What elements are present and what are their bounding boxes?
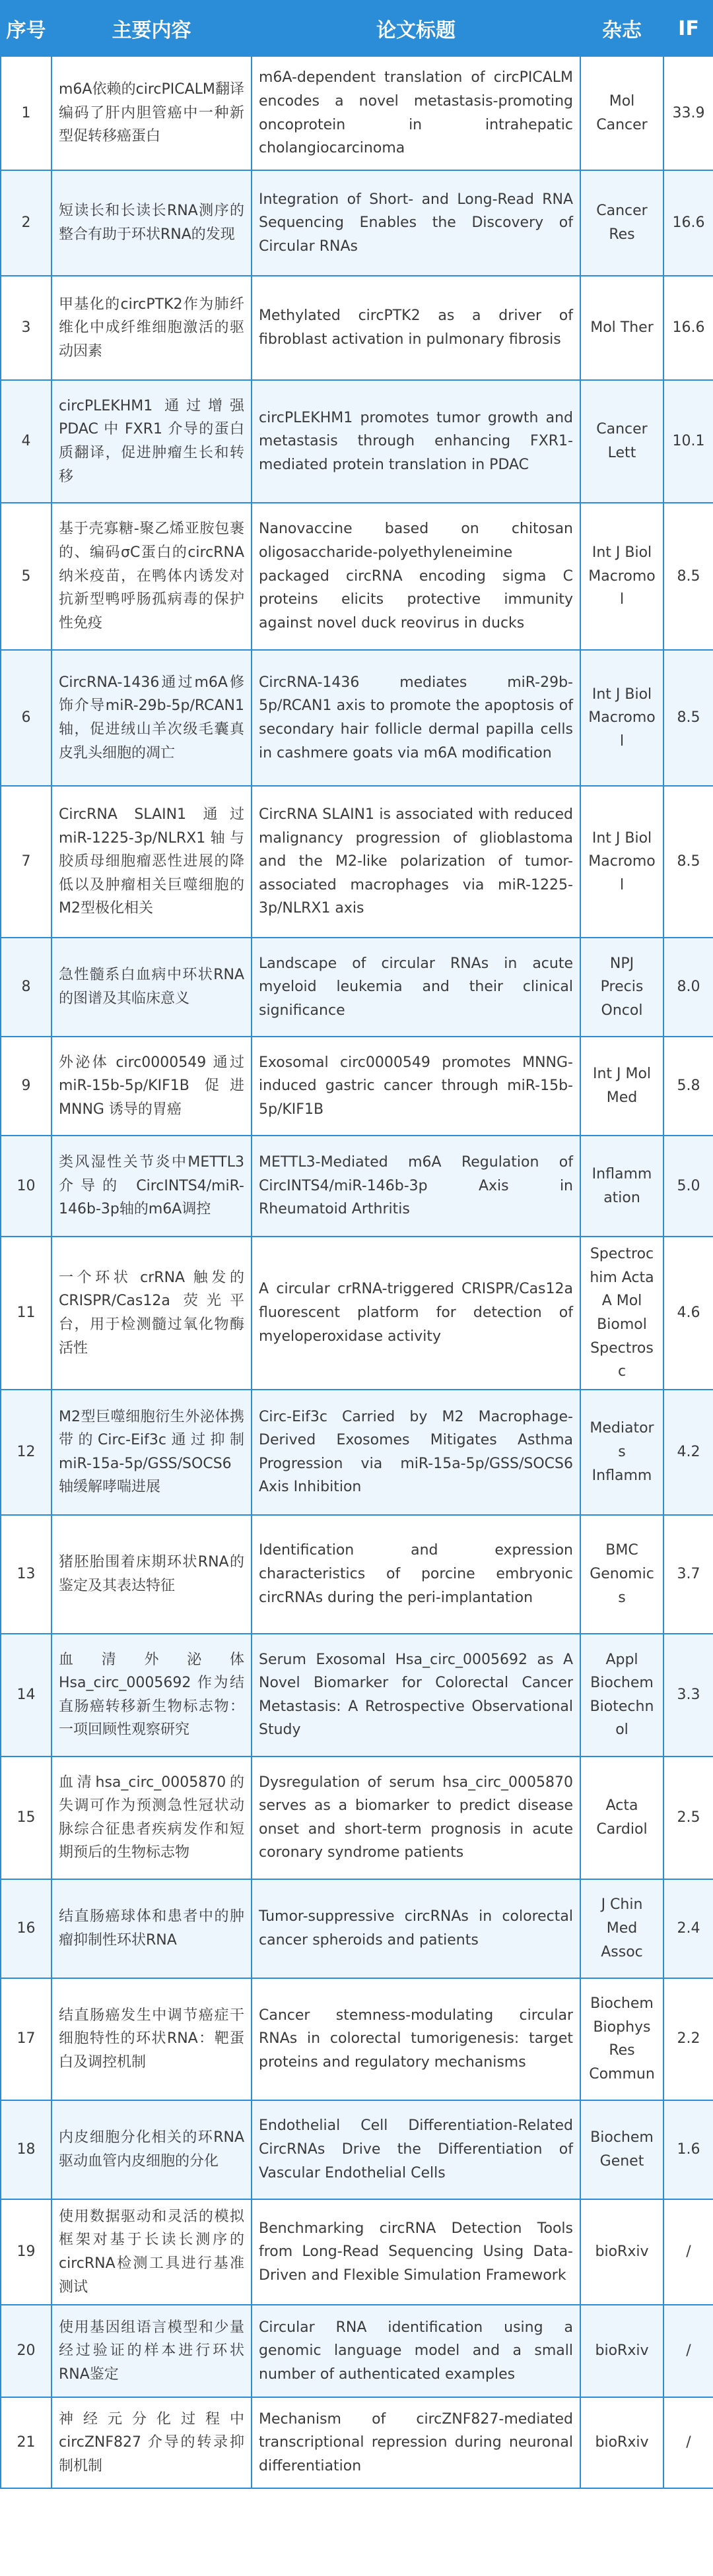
row-content: circPLEKHM1 通过增强 PDAC 中 FXR1 介导的蛋白质翻译，促进肿瘤生长和转移 — [51, 380, 252, 503]
row-content: 类风湿性关节炎中METTL3介导的 CircINTS4/miR-146b-3p轴的m6A调控 — [51, 1136, 252, 1237]
row-title: Dysregulation of serum hsa_circ_0005870 serves as a biomarker to predict disease onset and short-term prognosis in acute coronary syndrome patients — [252, 1756, 580, 1879]
row-title: Endothelial Cell Differentiation-Related CircRNAs Drive the Differentiation of Vascular Endothelial Cells — [252, 2100, 580, 2199]
row-if: / — [663, 2199, 713, 2305]
row-title: circPLEKHM1 promotes tumor growth and metastasis through enhancing FXR1-mediated protein translation in PDAC — [252, 380, 580, 503]
header-content: 主要内容 — [51, 1, 252, 56]
row-if: 4.2 — [663, 1390, 713, 1515]
row-journal: Cancer Lett — [580, 380, 663, 503]
row-journal: J Chin Med Assoc — [580, 1879, 663, 1978]
row-journal: bioRxiv — [580, 2397, 663, 2488]
row-content: M2型巨噬细胞衍生外泌体携带的Circ-Eif3c通过抑制miR-15a-5p/GSS/SOCS6轴缓解哮喘进展 — [51, 1390, 252, 1515]
row-if: 2.2 — [663, 1978, 713, 2100]
row-number: 5 — [1, 503, 51, 650]
row-content: 基于壳寡糖-聚乙烯亚胺包裹的、编码σC蛋白的circRNA纳米疫苗，在鸭体内诱发对抗新型鸭呼肠孤病毒的保护性免疫 — [51, 503, 252, 650]
row-content: 短读长和长读长RNA测序的整合有助于环状RNA的发现 — [51, 170, 252, 276]
row-number: 9 — [1, 1037, 51, 1136]
table-row — [1, 938, 713, 1037]
table-row — [1, 1136, 713, 1237]
row-if: 8.5 — [663, 650, 713, 786]
row-number: 4 — [1, 380, 51, 503]
row-journal: bioRxiv — [580, 2199, 663, 2305]
row-if: 2.4 — [663, 1879, 713, 1978]
table-row — [1, 503, 713, 650]
header-no: 序号 — [1, 1, 51, 56]
row-title: m6A-dependent translation of circPICALM encodes a novel metastasis-promoting oncoprotein in intrahepatic cholangiocarcinoma — [252, 56, 580, 170]
row-number: 14 — [1, 1634, 51, 1756]
header-if: IF — [663, 1, 713, 56]
row-journal: Int J Mol Med — [580, 1037, 663, 1136]
row-if: 8.5 — [663, 503, 713, 650]
row-if: 8.5 — [663, 786, 713, 938]
row-title: Exosomal circ0000549 promotes MNNG-induced gastric cancer through miR-15b-5p/KIF1B — [252, 1037, 580, 1136]
row-number: 1 — [1, 56, 51, 170]
table-row — [1, 1978, 713, 2100]
row-journal: Int J Biol Macromol — [580, 503, 663, 650]
row-if: 16.6 — [663, 170, 713, 276]
row-title: Benchmarking circRNA Detection Tools from Long-Read Sequencing Using Data-Driven and Flexible Simulation Framework — [252, 2199, 580, 2305]
row-number: 2 — [1, 170, 51, 276]
row-content: 使用数据驱动和灵活的模拟框架对基于长读长测序的circRNA检测工具进行基准测试 — [51, 2199, 252, 2305]
row-number: 21 — [1, 2397, 51, 2488]
row-title: CircRNA SLAIN1 is associated with reduced malignancy progression of glioblastoma and the M2-like polarization of tumor-associated macrophages via miR-1225-3p/NLRX1 axis — [252, 786, 580, 938]
row-content: 血清外泌体 Hsa_circ_0005692 作为结直肠癌转移新生物标志物：一项回顾性观察研究 — [51, 1634, 252, 1756]
row-content: 神经元分化过程中circZNF827 介导的转录抑制机制 — [51, 2397, 252, 2488]
row-if: 2.5 — [663, 1756, 713, 1879]
table-row — [1, 2100, 713, 2199]
row-if: 10.1 — [663, 380, 713, 503]
row-content: CircRNA-1436通过m6A修饰介导miR-29b-5p/RCAN1轴，促进绒山羊次级毛囊真皮乳头细胞的凋亡 — [51, 650, 252, 786]
table-row — [1, 2305, 713, 2397]
row-content: 急性髓系白血病中环状RNA的图谱及其临床意义 — [51, 938, 252, 1037]
row-content: 结直肠癌球体和患者中的肿瘤抑制性环状RNA — [51, 1879, 252, 1978]
row-title: Nanovaccine based on chitosan oligosaccharide-polyethyleneimine packaged circRNA encoding sigma C proteins elicits protective immunity against novel duck reovirus in ducks — [252, 503, 580, 650]
table-row — [1, 276, 713, 380]
row-journal: Inflammation — [580, 1136, 663, 1237]
row-number: 15 — [1, 1756, 51, 1879]
row-title: Methylated circPTK2 as a driver of fibroblast activation in pulmonary fibrosis — [252, 276, 580, 380]
row-content: 甲基化的circPTK2作为肺纤维化中成纤维细胞激活的驱动因素 — [51, 276, 252, 380]
row-content: 一个环状 crRNA 触发的 CRISPR/Cas12a 荧光平台，用于检测髓过氧化物酶活性 — [51, 1237, 252, 1390]
row-number: 3 — [1, 276, 51, 380]
header-journal: 杂志 — [580, 1, 663, 56]
row-if: 3.3 — [663, 1634, 713, 1756]
row-journal: Spectrochim Acta A Mol Biomol Spectrosc — [580, 1237, 663, 1390]
row-number: 8 — [1, 938, 51, 1037]
row-content: 结直肠癌发生中调节癌症干细胞特性的环状RNA：靶蛋白及调控机制 — [51, 1978, 252, 2100]
row-number: 18 — [1, 2100, 51, 2199]
row-title: Identification and expression characteristics of porcine embryonic circRNAs during the peri-implantation — [252, 1515, 580, 1634]
row-journal: Appl Biochem Biotechnol — [580, 1634, 663, 1756]
row-number: 12 — [1, 1390, 51, 1515]
row-journal: bioRxiv — [580, 2305, 663, 2397]
row-content: 外泌体 circ0000549 通过miR-15b-5p/KIF1B 促进MNNG 诱导的胃癌 — [51, 1037, 252, 1136]
row-if: 8.0 — [663, 938, 713, 1037]
row-content: 血清hsa_circ_0005870的失调可作为预测急性冠状动脉综合征患者疾病发作和短期预后的生物标志物 — [51, 1756, 252, 1879]
row-title: METTL3-Mediated m6A Regulation of CircINTS4/miR-146b-3p Axis in Rheumatoid Arthritis — [252, 1136, 580, 1237]
row-journal: Acta Cardiol — [580, 1756, 663, 1879]
table-row — [1, 1390, 713, 1515]
row-if: 1.6 — [663, 2100, 713, 2199]
row-number: 6 — [1, 650, 51, 786]
row-journal: Biochem Biophys Res Commun — [580, 1978, 663, 2100]
table-row — [1, 1515, 713, 1634]
row-title: Circ-Eif3c Carried by M2 Macrophage-Derived Exosomes Mitigates Asthma Progression via miR-15a-5p/GSS/SOCS6 Axis Inhibition — [252, 1390, 580, 1515]
row-number: 13 — [1, 1515, 51, 1634]
row-number: 11 — [1, 1237, 51, 1390]
row-content: 使用基因组语言模型和少量经过验证的样本进行环状RNA鉴定 — [51, 2305, 252, 2397]
row-title: Serum Exosomal Hsa_circ_0005692 as A Novel Biomarker for Colorectal Cancer Metastasis: A Retrospective Observational Study — [252, 1634, 580, 1756]
row-number: 19 — [1, 2199, 51, 2305]
row-if: 5.8 — [663, 1037, 713, 1136]
row-content: 猪胚胎围着床期环状RNA的鉴定及其表达特征 — [51, 1515, 252, 1634]
table-header-row — [1, 1, 713, 56]
header-title: 论文标题 — [252, 1, 580, 56]
table-row — [1, 56, 713, 170]
row-if: / — [663, 2397, 713, 2488]
table-row — [1, 786, 713, 938]
row-journal: Mediators Inflamm — [580, 1390, 663, 1515]
row-journal: Int J Biol Macromol — [580, 650, 663, 786]
row-if: 33.9 — [663, 56, 713, 170]
row-content: CircRNA SLAIN1 通过 miR-1225-3p/NLRX1轴与胶质母细胞瘤恶性进展的降低以及肿瘤相关巨噬细胞的M2型极化相关 — [51, 786, 252, 938]
row-journal: Mol Ther — [580, 276, 663, 380]
row-if: 5.0 — [663, 1136, 713, 1237]
table-row — [1, 2199, 713, 2305]
table-row — [1, 1037, 713, 1136]
row-if: / — [663, 2305, 713, 2397]
row-title: CircRNA-1436 mediates miR-29b-5p/RCAN1 axis to promote the apoptosis of secondary hair follicle dermal papilla cells in cashmere goats via m6A modification — [252, 650, 580, 786]
table-row — [1, 650, 713, 786]
row-if: 4.6 — [663, 1237, 713, 1390]
table-row — [1, 380, 713, 503]
row-content: 内皮细胞分化相关的环RNA 驱动血管内皮细胞的分化 — [51, 2100, 252, 2199]
row-journal: Int J Biol Macromol — [580, 786, 663, 938]
row-title: Cancer stemness-modulating circular RNAs in colorectal tumorigenesis: target proteins and regulatory mechanisms — [252, 1978, 580, 2100]
row-if: 3.7 — [663, 1515, 713, 1634]
row-title: Tumor-suppressive circRNAs in colorectal cancer spheroids and patients — [252, 1879, 580, 1978]
table-row — [1, 1879, 713, 1978]
row-number: 7 — [1, 786, 51, 938]
table-body — [1, 56, 713, 2488]
table-row — [1, 1634, 713, 1756]
row-journal: NPJ Precis Oncol — [580, 938, 663, 1037]
row-title: Landscape of circular RNAs in acute myeloid leukemia and their clinical significance — [252, 938, 580, 1037]
row-journal: Mol Cancer — [580, 56, 663, 170]
row-number: 17 — [1, 1978, 51, 2100]
row-title: Integration of Short- and Long-Read RNA Sequencing Enables the Discovery of Circular RNAs — [252, 170, 580, 276]
row-if: 16.6 — [663, 276, 713, 380]
row-number: 10 — [1, 1136, 51, 1237]
row-title: Mechanism of circZNF827-mediated transcriptional repression during neuronal differentiation — [252, 2397, 580, 2488]
row-journal: Biochem Genet — [580, 2100, 663, 2199]
row-journal: Cancer Res — [580, 170, 663, 276]
row-content: m6A依赖的circPICALM翻译编码了肝内胆管癌中一种新型促转移癌蛋白 — [51, 56, 252, 170]
row-number: 16 — [1, 1879, 51, 1978]
row-title: Circular RNA identification using a genomic language model and a small number of authenticated examples — [252, 2305, 580, 2397]
row-title: A circular crRNA-triggered CRISPR/Cas12a fluorescent platform for detection of myeloperoxidase activity — [252, 1237, 580, 1390]
table-row — [1, 170, 713, 276]
row-number: 20 — [1, 2305, 51, 2397]
table-row — [1, 2397, 713, 2488]
row-journal: BMC Genomics — [580, 1515, 663, 1634]
table-row — [1, 1237, 713, 1390]
table-row — [1, 1756, 713, 1879]
